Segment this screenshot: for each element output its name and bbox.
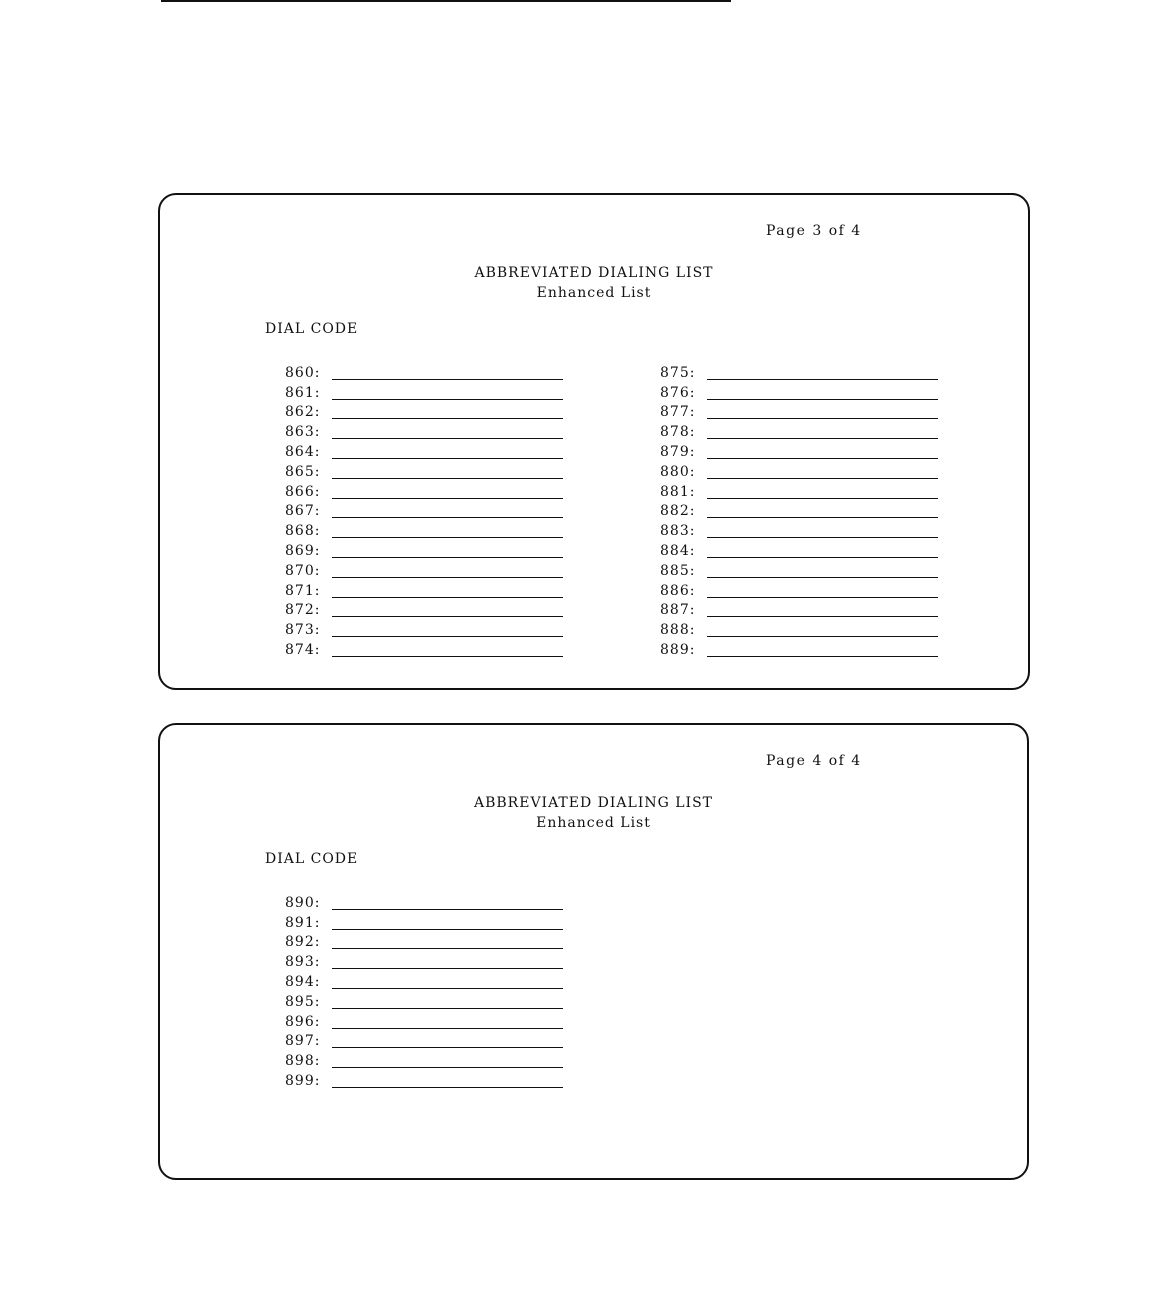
entry-blank-line[interactable] — [332, 576, 563, 578]
dial-code-row — [285, 638, 563, 658]
dial-code: 886: — [660, 582, 696, 599]
dial-code-row — [660, 500, 938, 520]
dial-code: 893: — [285, 954, 321, 971]
dial-code: 874: — [285, 641, 321, 658]
dial-code-row — [285, 618, 563, 638]
dial-code-row — [285, 500, 563, 520]
entry-blank-line[interactable] — [332, 967, 563, 969]
dial-code-row — [285, 579, 563, 599]
dial-code: 873: — [285, 622, 321, 639]
dial-code: 898: — [285, 1053, 321, 1070]
dial-code: 876: — [660, 384, 696, 401]
dial-code-row — [660, 599, 938, 619]
dial-code: 878: — [660, 424, 696, 441]
dial-code-row — [285, 420, 563, 440]
dial-code: 895: — [285, 993, 321, 1010]
list-title: ABBREVIATED DIALING LIST — [474, 265, 714, 281]
entry-blank-line[interactable] — [707, 457, 938, 459]
entry-blank-line[interactable] — [332, 1086, 563, 1088]
dial-code-row — [285, 401, 563, 421]
entry-blank-line[interactable] — [707, 655, 938, 657]
dial-code: 889: — [660, 641, 696, 658]
dial-code-row — [285, 599, 563, 619]
entry-blank-line[interactable] — [707, 516, 938, 518]
dial-code-label: DIAL CODE — [265, 851, 359, 867]
dial-code: 879: — [660, 443, 696, 460]
dial-code: 883: — [660, 523, 696, 540]
dial-code: 897: — [285, 1033, 321, 1050]
dial-code: 880: — [660, 463, 696, 480]
dial-code-row — [660, 381, 938, 401]
dial-code: 881: — [660, 483, 696, 500]
dial-code: 887: — [660, 602, 696, 619]
entry-blank-line[interactable] — [707, 615, 938, 617]
dial-code: 872: — [285, 602, 321, 619]
dial-code-row — [660, 460, 938, 480]
dial-code: 860: — [285, 364, 321, 381]
dial-code-row — [660, 618, 938, 638]
title-block — [160, 263, 1028, 303]
dial-code: 865: — [285, 463, 321, 480]
list-subtitle: Enhanced List — [536, 815, 651, 831]
dial-code: 861: — [285, 384, 321, 401]
entry-blank-line[interactable] — [332, 635, 563, 637]
entry-blank-line[interactable] — [332, 556, 563, 558]
entry-blank-line[interactable] — [332, 596, 563, 598]
dial-code-row — [285, 1049, 563, 1069]
dial-code-row — [660, 361, 938, 381]
entry-blank-line[interactable] — [332, 477, 563, 479]
dial-code: 892: — [285, 934, 321, 951]
entry-blank-line[interactable] — [332, 1046, 563, 1048]
dial-code: 894: — [285, 973, 321, 990]
entry-blank-line[interactable] — [332, 655, 563, 657]
dial-code: 888: — [660, 622, 696, 639]
entry-blank-line[interactable] — [707, 417, 938, 419]
entry-blank-line[interactable] — [332, 457, 563, 459]
entry-blank-line[interactable] — [332, 437, 563, 439]
dial-code-row — [285, 1030, 563, 1050]
entry-blank-line[interactable] — [707, 596, 938, 598]
page-number: Page 4 of 4 — [766, 753, 862, 769]
entry-blank-line[interactable] — [707, 398, 938, 400]
dial-code-row — [660, 559, 938, 579]
entry-blank-line[interactable] — [332, 417, 563, 419]
dial-code-row — [285, 480, 563, 500]
dial-code-row — [285, 460, 563, 480]
dial-code-row — [285, 970, 563, 990]
entry-blank-line[interactable] — [332, 536, 563, 538]
dial-code: 869: — [285, 542, 321, 559]
entry-blank-line[interactable] — [707, 437, 938, 439]
entry-blank-line[interactable] — [707, 635, 938, 637]
dial-code-row — [285, 539, 563, 559]
entry-blank-line[interactable] — [332, 928, 563, 930]
dial-code-row — [285, 381, 563, 401]
entry-blank-line[interactable] — [332, 947, 563, 949]
dial-code-label: DIAL CODE — [265, 321, 359, 337]
dial-code-row — [285, 931, 563, 951]
dial-code: 863: — [285, 424, 321, 441]
dial-code: 896: — [285, 1013, 321, 1030]
dial-code-column-right — [660, 361, 938, 658]
dial-code: 875: — [660, 364, 696, 381]
entry-blank-line[interactable] — [707, 378, 938, 380]
entry-blank-line[interactable] — [332, 908, 563, 910]
dial-code: 864: — [285, 443, 321, 460]
dial-code-row — [660, 638, 938, 658]
entry-blank-line[interactable] — [332, 1007, 563, 1009]
entry-blank-line[interactable] — [707, 497, 938, 499]
dial-code-row — [285, 891, 563, 911]
entry-blank-line[interactable] — [707, 477, 938, 479]
dial-code-row — [285, 950, 563, 970]
dial-code: 899: — [285, 1072, 321, 1089]
entry-blank-line[interactable] — [332, 615, 563, 617]
entry-blank-line[interactable] — [332, 1027, 563, 1029]
dialing-list-page-3 — [158, 193, 1030, 690]
entry-blank-line[interactable] — [332, 1066, 563, 1068]
entry-blank-line[interactable] — [332, 398, 563, 400]
dial-code: 891: — [285, 914, 321, 931]
dial-code: 862: — [285, 404, 321, 421]
dial-code-row — [285, 361, 563, 381]
dial-code: 885: — [660, 562, 696, 579]
title-block — [160, 793, 1027, 833]
dial-code: 871: — [285, 582, 321, 599]
entry-blank-line[interactable] — [332, 987, 563, 989]
dial-code: 877: — [660, 404, 696, 421]
list-subtitle: Enhanced List — [536, 285, 652, 301]
dial-code-row — [285, 440, 563, 460]
dial-code-row — [285, 990, 563, 1010]
dial-code-row — [285, 1069, 563, 1089]
entry-blank-line[interactable] — [332, 516, 563, 518]
dialing-list-page-4 — [158, 723, 1029, 1180]
dial-code-row — [660, 579, 938, 599]
dial-code-row — [285, 559, 563, 579]
dial-code-row — [660, 539, 938, 559]
dial-code-row — [660, 519, 938, 539]
dial-code-row — [285, 519, 563, 539]
entry-blank-line[interactable] — [332, 497, 563, 499]
dial-code-column-left — [285, 891, 563, 1089]
dial-code-row — [285, 911, 563, 931]
dial-code: 870: — [285, 562, 321, 579]
entry-blank-line[interactable] — [707, 576, 938, 578]
entry-blank-line[interactable] — [332, 378, 563, 380]
page-number: Page 3 of 4 — [766, 223, 862, 239]
list-title: ABBREVIATED DIALING LIST — [474, 795, 713, 811]
dial-code-row — [660, 440, 938, 460]
dial-code: 868: — [285, 523, 321, 540]
dial-code-row — [285, 1010, 563, 1030]
top-rule — [161, 0, 731, 2]
dial-code: 866: — [285, 483, 321, 500]
dial-code-row — [660, 420, 938, 440]
dial-code-row — [660, 401, 938, 421]
entry-blank-line[interactable] — [707, 536, 938, 538]
dial-code: 890: — [285, 894, 321, 911]
dial-code-row — [660, 480, 938, 500]
dial-code: 882: — [660, 503, 696, 520]
dial-code: 867: — [285, 503, 321, 520]
dial-code-column-left — [285, 361, 563, 658]
entry-blank-line[interactable] — [707, 556, 938, 558]
dial-code: 884: — [660, 542, 696, 559]
